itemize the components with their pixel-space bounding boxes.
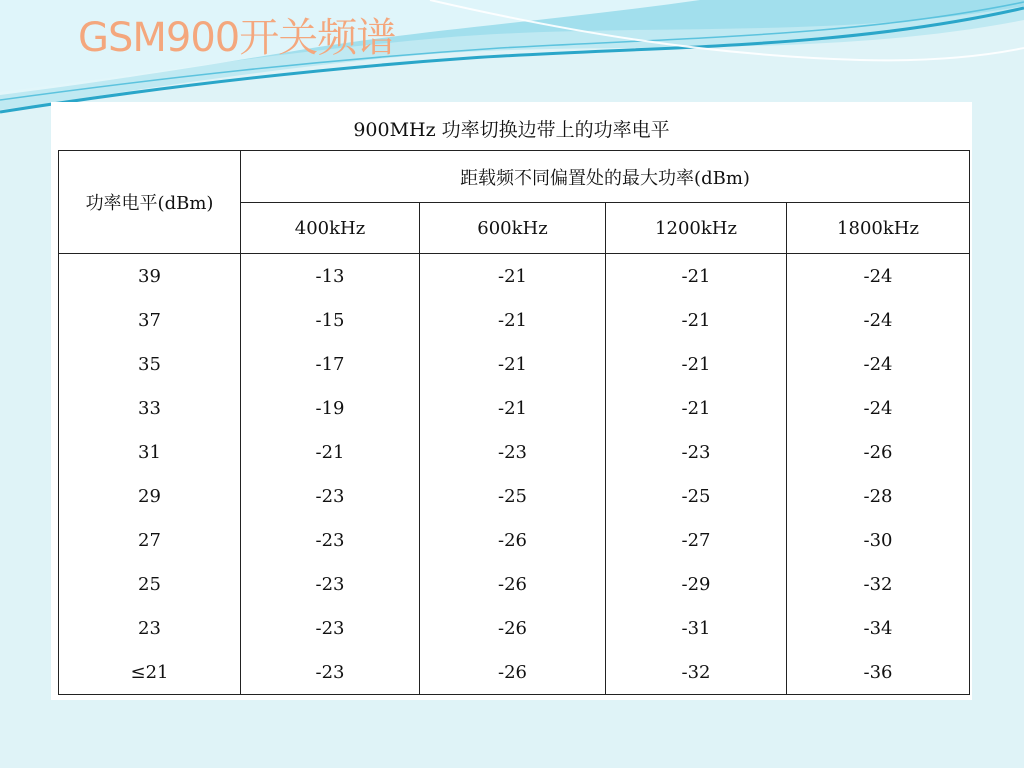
cell-value: -21 — [420, 342, 606, 386]
power-level-table — [58, 150, 970, 695]
cell-value: -36 — [787, 650, 970, 695]
cell-value: -19 — [241, 386, 420, 430]
group-header-label: 距载频不同偏置处的最大功率(dBm) — [460, 167, 750, 189]
cell-value: -26 — [420, 650, 606, 695]
table-row — [59, 474, 970, 518]
cell-value: -23 — [241, 474, 420, 518]
cell-value: -23 — [241, 606, 420, 650]
cell-value: -23 — [241, 562, 420, 606]
table-row — [59, 650, 970, 695]
group-header-max-power — [241, 151, 970, 203]
cell-value: -26 — [420, 606, 606, 650]
cell-value: -23 — [241, 518, 420, 562]
column-header-1800khz: 1800kHz — [787, 203, 970, 254]
cell-level: 37 — [59, 298, 241, 342]
cell-value: -28 — [787, 474, 970, 518]
cell-level: 25 — [59, 562, 241, 606]
cell-value: -26 — [420, 518, 606, 562]
cell-value: -29 — [606, 562, 787, 606]
table-row — [59, 518, 970, 562]
table-caption: 900MHz 功率切换边带上的功率电平 — [353, 119, 670, 141]
cell-value: -21 — [241, 430, 420, 474]
cell-value: -21 — [606, 386, 787, 430]
cell-level: 27 — [59, 518, 241, 562]
cell-value: -23 — [420, 430, 606, 474]
table-row — [59, 254, 970, 299]
table-row — [59, 606, 970, 650]
cell-value: -26 — [787, 430, 970, 474]
cell-value: -31 — [606, 606, 787, 650]
cell-level: ≤21 — [59, 650, 241, 695]
cell-value: -24 — [787, 298, 970, 342]
cell-value: -15 — [241, 298, 420, 342]
cell-value: -21 — [606, 254, 787, 299]
cell-value: -34 — [787, 606, 970, 650]
table-row — [59, 298, 970, 342]
cell-value: -17 — [241, 342, 420, 386]
cell-value: -23 — [606, 430, 787, 474]
cell-level: 31 — [59, 430, 241, 474]
column-header-600khz: 600kHz — [420, 203, 606, 254]
table-row — [59, 430, 970, 474]
cell-value: -13 — [241, 254, 420, 299]
cell-level: 33 — [59, 386, 241, 430]
cell-level: 35 — [59, 342, 241, 386]
table-row — [59, 562, 970, 606]
cell-value: -25 — [420, 474, 606, 518]
cell-value: -21 — [420, 254, 606, 299]
cell-level: 29 — [59, 474, 241, 518]
cell-value: -26 — [420, 562, 606, 606]
cell-value: -32 — [787, 562, 970, 606]
cell-value: -21 — [606, 342, 787, 386]
cell-value: -30 — [787, 518, 970, 562]
table-row — [59, 386, 970, 430]
cell-value: -27 — [606, 518, 787, 562]
slide-title: GSM900开关频谱 — [78, 15, 396, 61]
table-panel — [51, 102, 972, 700]
cell-value: -21 — [606, 298, 787, 342]
cell-value: -32 — [606, 650, 787, 695]
cell-value: -24 — [787, 342, 970, 386]
cell-value: -25 — [606, 474, 787, 518]
cell-value: -24 — [787, 254, 970, 299]
cell-value: -21 — [420, 298, 606, 342]
row-header-label: 功率电平(dBm) — [85, 193, 214, 214]
column-header-400khz: 400kHz — [241, 203, 420, 254]
column-header-1200khz: 1200kHz — [606, 203, 787, 254]
cell-value: -24 — [787, 386, 970, 430]
cell-level: 39 — [59, 254, 241, 299]
cell-level: 23 — [59, 606, 241, 650]
row-header-power-level — [59, 151, 241, 254]
cell-value: -21 — [420, 386, 606, 430]
cell-value: -23 — [241, 650, 420, 695]
table-row — [59, 342, 970, 386]
